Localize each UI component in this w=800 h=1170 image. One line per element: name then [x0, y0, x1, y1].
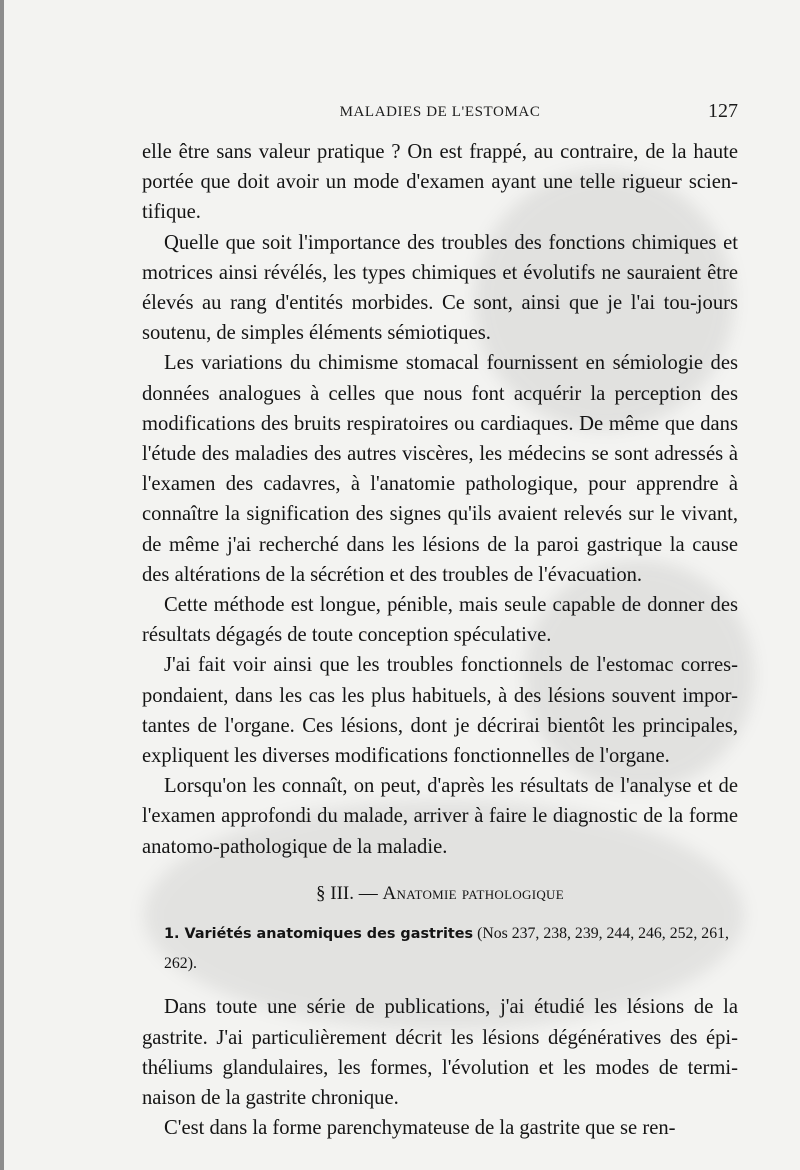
- page-body: [142, 137, 738, 1144]
- section-heading: [142, 879, 738, 909]
- paragraph: C'est dans la forme parenchymateuse de la gastrite que se ren-: [164, 1117, 676, 1140]
- paragraph: Les variations du chimisme stomacal fournissent en sémiologie des données analogues à celles que nous font acquérir la perception des modifications des bruits respiratoires ou cardiaques. De même que dans l'étude des maladies des autres viscères, les médecins se sont adressés à l'examen des cadavres, à l'anatomie pathologique, pour apprendre à connaître la signification des signes qu'ils avaient relevés sur le vivant, de même j'ai recherché dans les lésions de la paroi gastrique la cause des altérations de la sécrétion et des troubles de l'évacuation.: [142, 352, 738, 586]
- subsection-heading: [142, 919, 738, 979]
- page-number: 127: [708, 100, 738, 122]
- paragraph: Dans toute une série de publications, j'ai étudié les lésions de la gastrite. J'ai particulièrement décrit les lésions dégénératives des épi-théliums glandulaires, les formes, l'évolution et les modes de termi-naison de la gastrite chronique.: [142, 996, 738, 1110]
- section-title: Anatomie pathologique: [382, 882, 564, 904]
- paragraph: Quelle que soit l'importance des troubles des fonctions chimiques et motrices ainsi révélés, les types chimiques et évolutifs ne sauraient être élevés au rang d'entités morbides. Ce sont, ainsi que je l'ai tou-jours soutenu, de simples éléments sémiotiques.: [142, 231, 738, 345]
- paragraph: Cette méthode est longue, pénible, mais seule capable de donner des résultats dégagés de toute conception spéculative.: [142, 594, 738, 647]
- subsection-refs: (Nos 237, 238, 239, 244, 246, 252, 261, 262).: [164, 925, 729, 973]
- paragraph: Lorsqu'on les connaît, on peut, d'après les résultats de l'analyse et de l'examen approfondi du malade, arriver à faire le diagnostic de la forme anatomo-pathologique de la maladie.: [142, 775, 738, 858]
- section-number: § III. —: [316, 882, 383, 904]
- paragraph: J'ai fait voir ainsi que les troubles fonctionnels de l'estomac corres-pondaient, dans les cas les plus habituels, à des lésions souvent impor-tantes de l'organe. Ces lésions, dont je décrirai bientôt les principales, expliquent les diverses modifications fonctionnelles de l'organe.: [142, 654, 738, 768]
- page-header: [142, 100, 738, 126]
- running-title: MALADIES DE L'ESTOMAC: [339, 104, 541, 120]
- book-page: [4, 0, 800, 1170]
- subsection-title: 1. Variétés anatomiques des gastrites: [164, 926, 474, 943]
- paragraph: elle être sans valeur pratique ? On est frappé, au contraire, de la haute portée que doit avoir un mode d'examen ayant une telle rigueur scien-tifique.: [142, 141, 738, 224]
